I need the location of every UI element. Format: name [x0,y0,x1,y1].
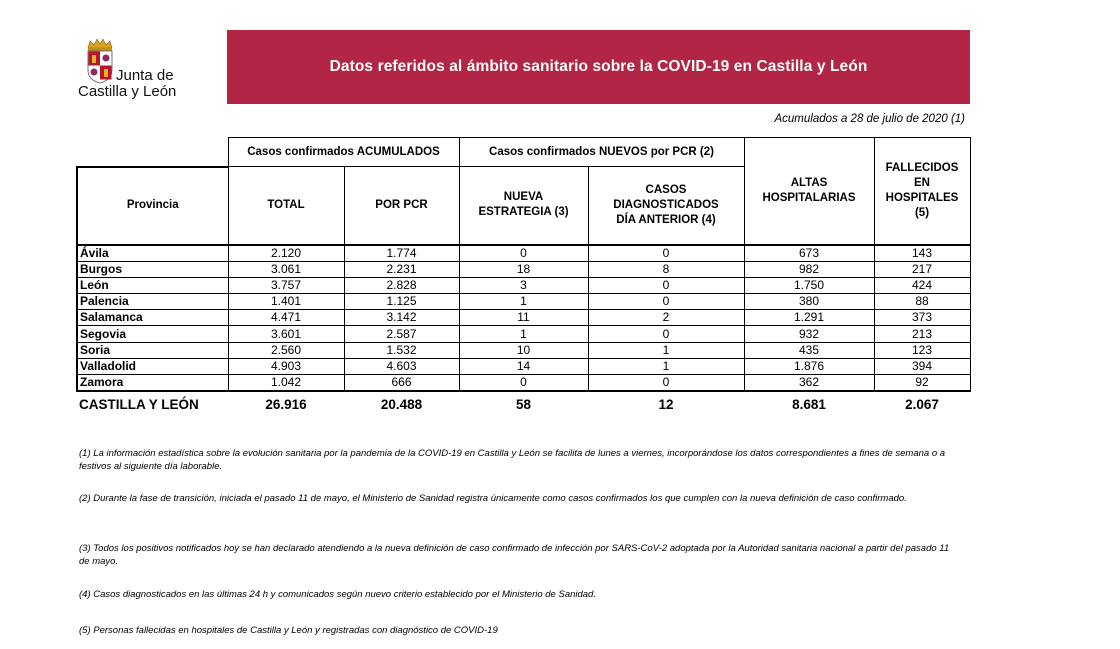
cell-casos-diag: 0 [588,277,744,293]
cell-casos-diag: 1 [588,342,744,358]
cell-nueva: 0 [459,245,588,262]
cell-pcr: 1.774 [344,245,459,262]
col-header-pcr: POR PCR [344,167,459,245]
footnote-2: (2) Durante la fase de transición, iniciada el pasado 11 de mayo, el Ministerio de Sanidad registra únicamente como casos confirmados los que cumplen con la nueva definición de caso confirmado. [79,493,907,504]
table-row [77,310,970,326]
cell-altas: 1.291 [744,310,874,326]
logo-text-line2: Castilla y León [78,83,177,100]
cell-nueva: 0 [459,375,588,392]
coat-of-arms-icon [84,38,116,84]
col-header-fallecidos [874,138,970,245]
table-row [77,294,970,310]
cell-casos-diag: 1 [588,358,744,374]
col-header-casos-diag [588,167,744,245]
col-header-altas-label: ALTAS HOSPITALARIAS [762,176,856,204]
cell-altas: 1.876 [744,358,874,374]
cell-altas: 982 [744,261,874,277]
cell-pcr: 1.125 [344,294,459,310]
cell-provincia: León [77,277,228,293]
cell-fallecidos: 373 [874,310,970,326]
junta-logo [76,36,226,102]
col-header-nueva-label: NUEVA ESTRATEGIA (3) [478,191,569,219]
cell-nueva: 14 [459,358,588,374]
total-row [77,391,970,416]
cell-pcr: 2.828 [344,277,459,293]
cell-total: 4.903 [228,358,344,374]
covid-data-table [76,137,971,416]
col-header-casos-label: CASOS DIAGNOSTICADOS DÍA ANTERIOR (4) [613,183,719,226]
footnote-5: (5) Personas fallecidas en hospitales de Castilla y León y registradas con diagnóstico de COVID-19 [79,625,498,636]
cell-altas: 673 [744,245,874,262]
table-row [77,277,970,293]
cell-total: 1.401 [228,294,344,310]
cell-total: 2.120 [228,245,344,262]
total-casos-diag: 12 [658,396,674,412]
footnote-1: (1) La información estadística sobre la evolución sanitaria por la pandemia de la COVID-19 en Castilla y León se facilita de lunes a viernes, incorporándose los datos correspondientes a fines de semana o a festivos al siguiente día laborable. [79,448,946,472]
date-note: Acumulados a 28 de julio de 2020 (1) [774,113,965,125]
footnote-3: (3) Todos los positivos notificados hoy se han declarado atendiendo a la nueva definición de caso confirmado de infección por SARS-CoV-2 adoptada por la Autoridad sanitaria nacional a partir del pasado 11 de mayo. [79,543,950,567]
total-label: CASTILLA Y LEÓN [79,396,199,412]
cell-pcr: 666 [344,375,459,392]
table-row [77,261,970,277]
cell-provincia: Soria [77,342,228,358]
cell-altas: 435 [744,342,874,358]
cell-fallecidos: 217 [874,261,970,277]
table-row [77,375,970,392]
cell-nueva: 3 [459,277,588,293]
cell-total: 1.042 [228,375,344,392]
group-header-acumulados: Casos confirmados ACUMULADOS [228,138,459,167]
group-header-row [77,138,970,167]
total-fallecidos: 2.067 [905,396,939,412]
cell-provincia: Burgos [77,261,228,277]
cell-provincia: Segovia [77,326,228,342]
total-total: 26.916 [265,396,307,412]
cell-nueva: 18 [459,261,588,277]
total-nueva: 58 [515,396,532,412]
cell-casos-diag: 8 [588,261,744,277]
table-row [77,358,970,374]
col-header-altas [744,138,874,245]
cell-casos-diag: 0 [588,245,744,262]
cell-pcr: 3.142 [344,310,459,326]
cell-fallecidos: 213 [874,326,970,342]
cell-total: 3.061 [228,261,344,277]
group-header-nuevos: Casos confirmados NUEVOS por PCR (2) [459,138,744,167]
cell-altas: 380 [744,294,874,310]
cell-casos-diag: 2 [588,310,744,326]
total-pcr: 20.488 [380,396,423,412]
cell-fallecidos: 143 [874,245,970,262]
cell-nueva: 11 [459,310,588,326]
cell-total: 4.471 [228,310,344,326]
cell-altas: 932 [744,326,874,342]
cell-provincia: Palencia [77,294,228,310]
table-row [77,326,970,342]
cell-altas: 1.750 [744,277,874,293]
cell-pcr: 4.603 [344,358,459,374]
cell-total: 3.601 [228,326,344,342]
footnote-4: (4) Casos diagnosticados en las últimas 24 h y comunicados según nuevo criterio establecido por el Ministerio de Sanidad. [79,589,596,600]
cell-nueva: 1 [459,326,588,342]
cell-fallecidos: 424 [874,277,970,293]
logo-text-line1: Junta de [116,67,174,84]
cell-fallecidos: 123 [874,342,970,358]
cell-provincia: Valladolid [77,358,228,374]
cell-total: 2.560 [228,342,344,358]
cell-fallecidos: 92 [874,375,970,392]
cell-nueva: 1 [459,294,588,310]
cell-fallecidos: 88 [874,294,970,310]
cell-total: 3.757 [228,277,344,293]
blank-header-cell [77,138,228,167]
col-header-total: TOTAL [228,167,344,245]
cell-pcr: 2.587 [344,326,459,342]
cell-pcr: 2.231 [344,261,459,277]
cell-provincia: Zamora [77,375,228,392]
cell-casos-diag: 0 [588,326,744,342]
cell-nueva: 10 [459,342,588,358]
cell-pcr: 1.532 [344,342,459,358]
table-row [77,342,970,358]
col-header-fallecidos-label: FALLECIDOS EN HOSPITALES (5) [885,161,959,219]
cell-provincia: Ávila [77,245,228,262]
cell-casos-diag: 0 [588,375,744,392]
page-title: Datos referidos al ámbito sanitario sobre la COVID-19 en Castilla y León [329,58,868,75]
header-banner [227,30,970,104]
cell-casos-diag: 0 [588,294,744,310]
table-row [77,245,970,262]
col-header-provincia: Provincia [77,167,228,245]
cell-fallecidos: 394 [874,358,970,374]
cell-altas: 362 [744,375,874,392]
total-altas: 8.681 [792,396,826,412]
col-header-nueva-estrategia [459,167,588,245]
cell-provincia: Salamanca [77,310,228,326]
